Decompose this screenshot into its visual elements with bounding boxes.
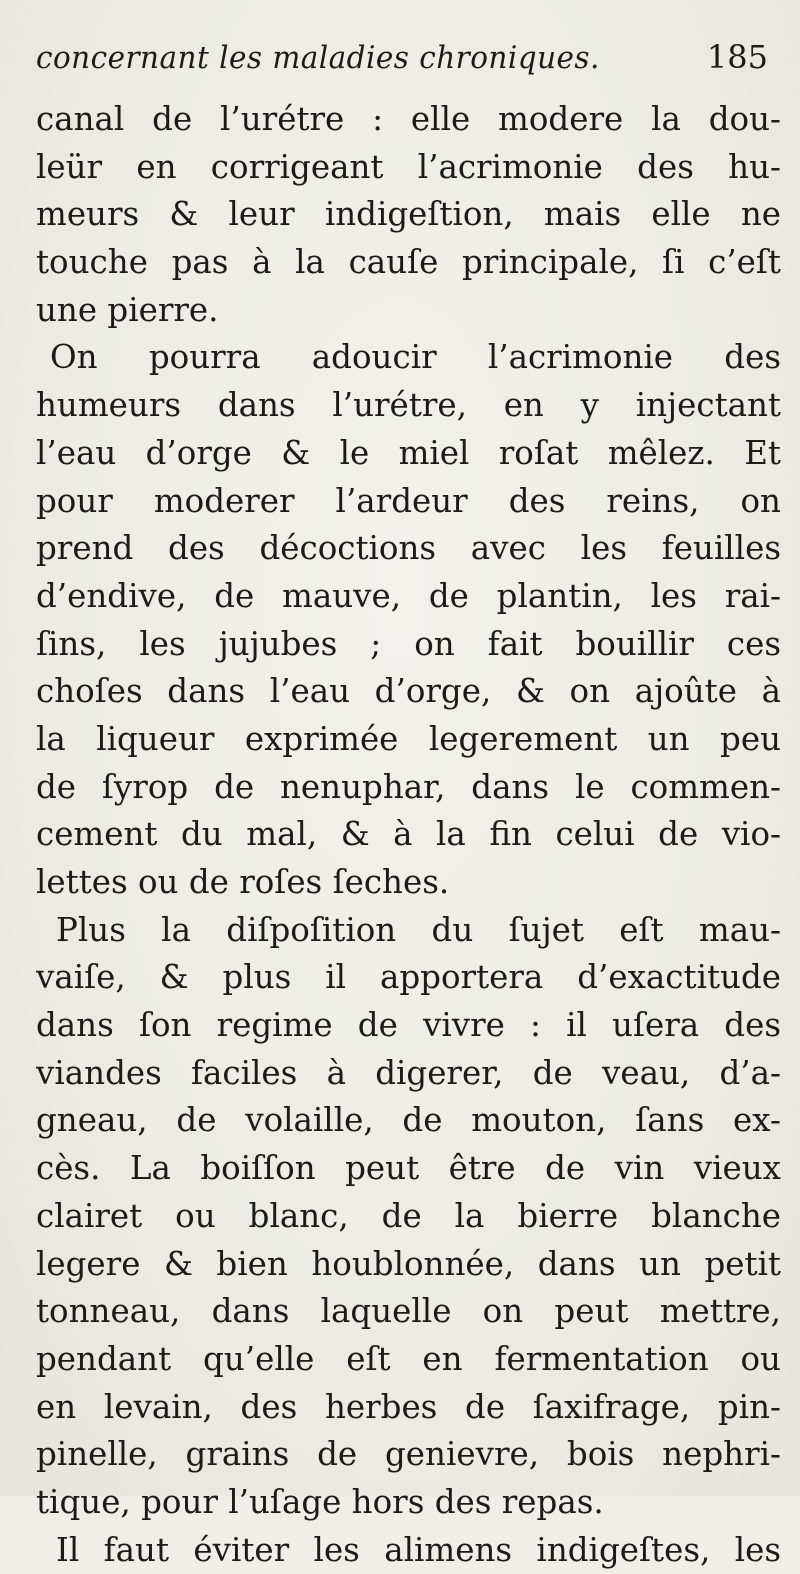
text-line: On pourra adoucir l’acrimonie des bbox=[50, 338, 781, 377]
text-line: Plus la diſpoſition du ſujet eſt mau- bbox=[56, 910, 781, 949]
text-line: la liqueur exprimée legerement un peu bbox=[36, 719, 781, 758]
text-line: clairet ou blanc, de la bierre blanche bbox=[36, 1196, 781, 1235]
text-line: cement du mal, & à la fin celui de vio- bbox=[36, 815, 781, 854]
text-line: humeurs dans l’urétre, en y injectant bbox=[36, 386, 781, 425]
text-line: leür en corrigeant l’acrimonie des hu- bbox=[36, 147, 781, 186]
text-line: cès. La boiſſon peut être de vin vieux bbox=[36, 1149, 781, 1188]
text-line: pour moderer l’ardeur des reins, on bbox=[36, 481, 781, 520]
page-header bbox=[36, 38, 776, 94]
text-line: viandes faciles à digerer, de veau, d’a- bbox=[36, 1053, 781, 1092]
text-line: vaiſe, & plus il apportera d’exactitude bbox=[36, 958, 781, 997]
text-line: pendant qu’elle eſt en fermentation ou bbox=[36, 1339, 781, 1378]
text-line: gneau, de volaille, de mouton, ſans ex- bbox=[36, 1101, 781, 1140]
page-number: 185 bbox=[706, 38, 768, 76]
text-line: meurs & leur indigeſtion, mais elle ne bbox=[36, 195, 781, 234]
text-line: legere & bien houblonnée, dans un petit bbox=[36, 1244, 781, 1283]
text-line: choſes dans l’eau d’orge, & on ajoûte à bbox=[36, 672, 781, 711]
text-line: de ſyrop de nenuphar, dans le commen- bbox=[36, 767, 781, 806]
text-line: touche pas à la cauſe principale, ſi c’eſt bbox=[36, 243, 781, 282]
text-line: pinelle, grains de genievre, bois nephri- bbox=[36, 1435, 781, 1474]
text-line: ſins, les jujubes ; on fait bouillir ces bbox=[36, 624, 781, 663]
text-line: en levain, des herbes de ſaxifrage, pin- bbox=[36, 1387, 781, 1426]
text-line: lettes ou de roſes ſeches. bbox=[36, 863, 450, 901]
text-line: l’eau d’orge & le miel roſat mêlez. Et bbox=[36, 433, 781, 472]
text-line: tique, pour l’uſage hors des repas. bbox=[36, 1482, 604, 1521]
text-line: tonneau, dans laquelle on peut mettre, bbox=[36, 1292, 781, 1331]
running-head: concernant les maladies chroniques. bbox=[36, 40, 600, 76]
text-line: dans ſon regime de vivre : il uſera des bbox=[36, 1006, 781, 1045]
body-text bbox=[36, 96, 781, 1574]
text-line: une pierre. bbox=[36, 290, 219, 329]
text-line: Il faut éviter les alimens indigeſtes, les bbox=[56, 1530, 781, 1569]
text-line: prend des décoctions avec les feuilles bbox=[36, 529, 781, 568]
text-line: d’endive, de mauve, de plantin, les rai- bbox=[36, 576, 781, 615]
text-line: canal de l’urétre : elle modere la dou- bbox=[36, 100, 781, 138]
